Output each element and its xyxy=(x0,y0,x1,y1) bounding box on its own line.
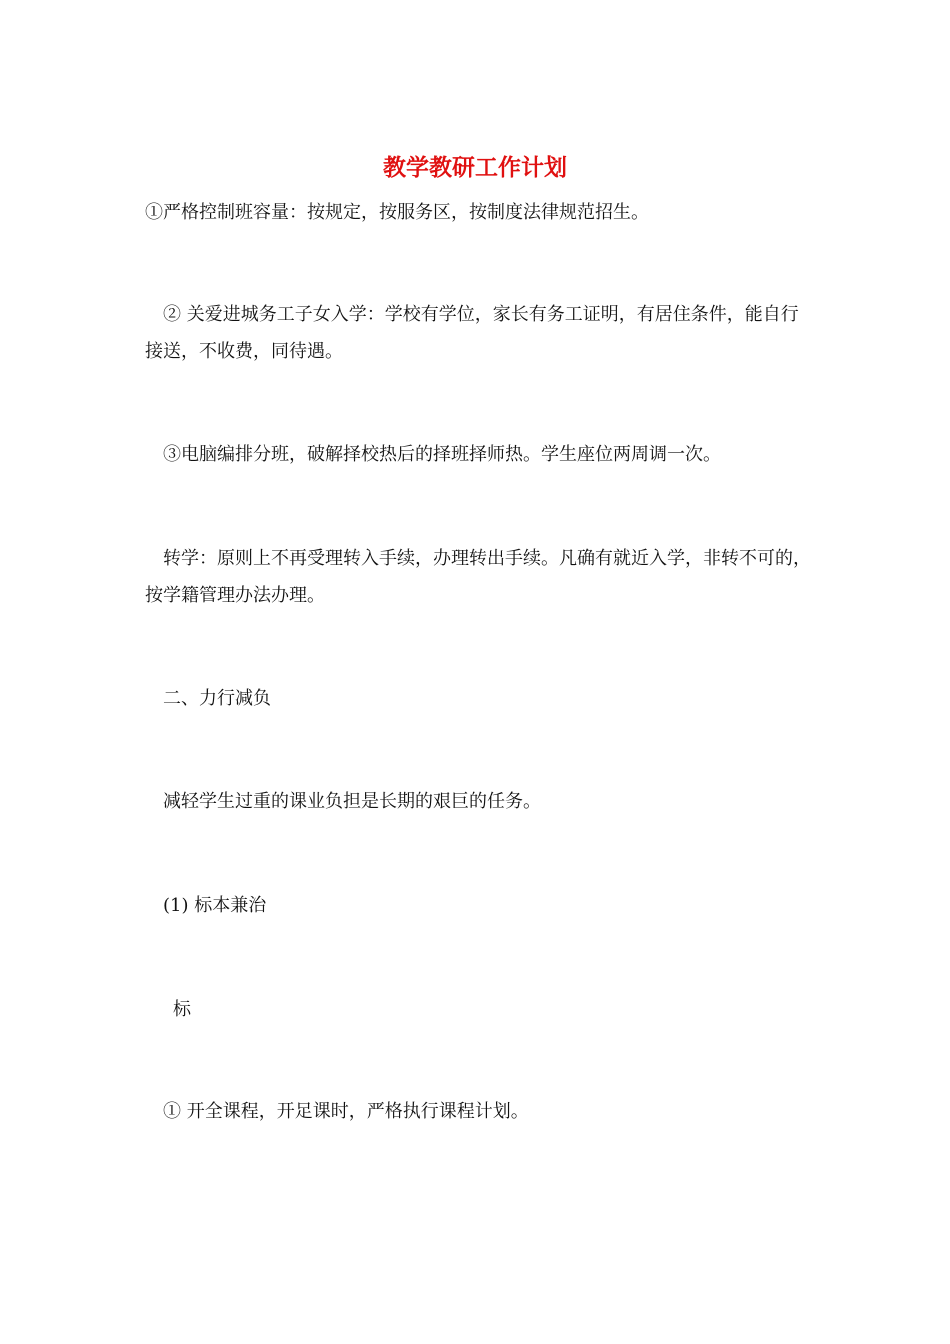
subheading-treat-both: (1) 标本兼治 xyxy=(163,895,267,916)
paragraph-migrant-children: ② 关爱进城务工子女入学：学校有学位，家长有务工证明，有居住条件，能自行接送，不收费，同待遇。 xyxy=(145,304,799,362)
paragraph-curriculum: ① 开全课程，开足课时，严格执行课程计划。 xyxy=(163,1101,529,1122)
paragraph-class-assignment: ③电脑编排分班，破解择校热后的择班择师热。学生座位两周调一次。 xyxy=(163,444,721,465)
subheading-biao: 标 xyxy=(173,999,191,1020)
document-title: 教学教研工作计划 xyxy=(383,154,567,181)
paragraph-class-size: ①严格控制班容量：按规定，按服务区，按制度法律规范招生。 xyxy=(145,202,649,223)
section-heading-reduce-burden: 二、力行减负 xyxy=(163,688,271,709)
paragraph-transfer: 转学：原则上不再受理转入手续，办理转出手续。凡确有就近入学，非转不可的，按学籍管理办法办理。 xyxy=(145,548,811,606)
paragraph-reduce-burden: 减轻学生过重的课业负担是长期的艰巨的任务。 xyxy=(163,791,541,812)
